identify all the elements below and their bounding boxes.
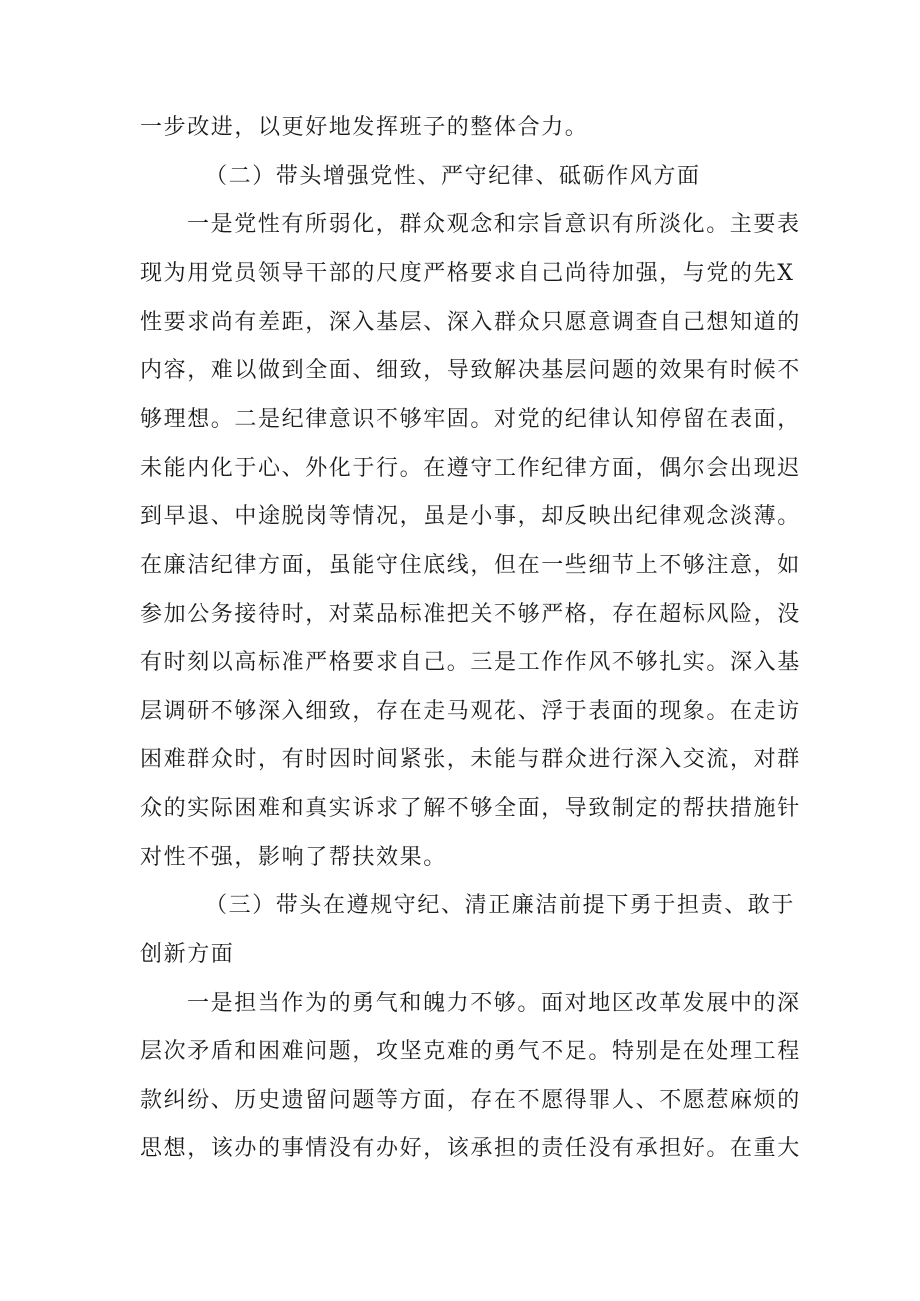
paragraph-line: 未能内化于心、外化于行。在遵守工作纪律方面，偶尔会出现迟 bbox=[140, 456, 801, 481]
paragraph-line: 参加公务接待时，对菜品标准把关不够严格，存在超标风险，没 bbox=[140, 602, 801, 627]
paragraph-line: 款纠纷、历史遗留问题等方面，存在不愿得罪人、不愿惹麻烦的 bbox=[140, 1088, 801, 1113]
paragraph-line: 性要求尚有差距，深入基层、深入群众只愿意调查自己想知道的 bbox=[140, 310, 801, 335]
paragraph-line: 层调研不够深入细致，存在走马观花、浮于表面的现象。在走访 bbox=[140, 699, 801, 724]
paragraph-line: 有时刻以高标准严格要求自己。三是工作作风不够扎实。深入基 bbox=[140, 650, 801, 675]
section-heading-3-cont: 创新方面 bbox=[140, 942, 235, 967]
paragraph-line: 对性不强，影响了帮扶效果。 bbox=[140, 845, 447, 870]
paragraph-line: 够理想。二是纪律意识不够牢固。对党的纪律认知停留在表面， bbox=[140, 407, 801, 432]
paragraph-line: 一步改进，以更好地发挥班子的整体合力。 bbox=[140, 115, 589, 140]
paragraph-line: 一是担当作为的勇气和魄力不够。面对地区改革发展中的深 bbox=[187, 991, 801, 1016]
paragraph-line: 层次矛盾和困难问题，攻坚克难的勇气不足。特别是在处理工程 bbox=[140, 1039, 801, 1064]
paragraph-line: 内容，难以做到全面、细致，导致解决基层问题的效果有时候不 bbox=[140, 358, 801, 383]
paragraph-line: 在廉洁纪律方面，虽能守住底线，但在一些细节上不够注意，如 bbox=[140, 553, 801, 578]
paragraph-line: 思想，该办的事情没有办好，该承担的责任没有承担好。在重大 bbox=[140, 1136, 801, 1161]
section-heading-2: （二）带头增强党性、严守纪律、砥砺作风方面 bbox=[205, 164, 701, 189]
paragraph-line: 现为用党员领导干部的尺度严格要求自己尚待加强，与党的先X bbox=[140, 261, 795, 286]
section-heading-3: （三）带头在遵规守纪、清正廉洁前提下勇于担责、敢于 bbox=[205, 893, 796, 918]
paragraph-line: 困难群众时，有时因时间紧张，未能与群众进行深入交流，对群 bbox=[140, 747, 801, 772]
paragraph-line: 众的实际困难和真实诉求了解不够全面，导致制定的帮扶措施针 bbox=[140, 796, 801, 821]
paragraph-line: 一是党性有所弱化，群众观念和宗旨意识有所淡化。主要表 bbox=[187, 212, 801, 237]
paragraph-line: 到早退、中途脱岗等情况，虽是小事，却反映出纪律观念淡薄。 bbox=[140, 504, 801, 529]
